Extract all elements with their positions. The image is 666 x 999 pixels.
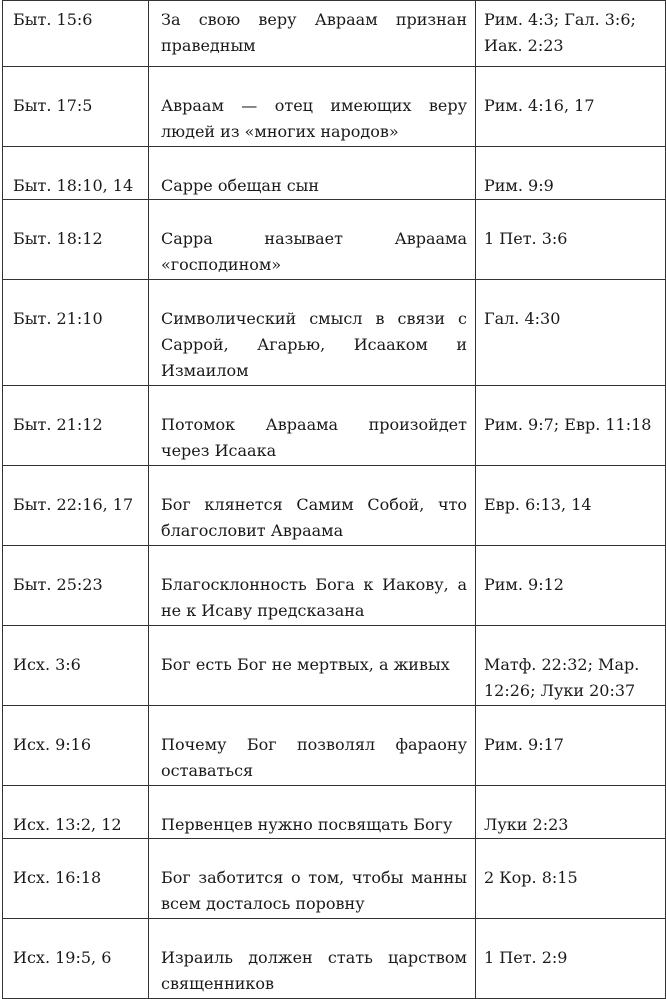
- description: Бог есть Бог не мертвых, а живых: [149, 626, 476, 706]
- ot-reference: Исх. 3:6: [3, 626, 149, 706]
- nt-reference: 1 Пет. 3:6: [476, 200, 666, 280]
- table-row: [3, 706, 666, 786]
- table-row: [3, 626, 666, 706]
- table-row: [3, 466, 666, 546]
- description: Сарра называет Авраама «господином»: [149, 200, 476, 280]
- ot-reference: Быт. 15:6: [3, 1, 149, 67]
- table-row: [3, 919, 666, 999]
- ot-reference: Быт. 18:12: [3, 200, 149, 280]
- ot-reference: Быт. 25:23: [3, 546, 149, 626]
- description: Бог заботится о том, чтобы манны всем досталось поровну: [149, 839, 476, 919]
- nt-reference: Луки 2:23: [476, 786, 666, 839]
- table-row: [3, 280, 666, 386]
- ot-reference: Быт. 17:5: [3, 67, 149, 147]
- ot-reference: Исх. 9:16: [3, 706, 149, 786]
- ot-reference: Быт. 21:12: [3, 386, 149, 466]
- nt-reference: Рим. 4:16, 17: [476, 67, 666, 147]
- table-row: [3, 200, 666, 280]
- description: Потомок Авраама произойдет через Исаака: [149, 386, 476, 466]
- table-row: [3, 386, 666, 466]
- nt-reference: Рим. 9:9: [476, 147, 666, 200]
- ot-reference: Исх. 19:5, 6: [3, 919, 149, 999]
- reference-table: [2, 0, 666, 999]
- table-row: [3, 67, 666, 147]
- nt-reference: Евр. 6:13, 14: [476, 466, 666, 546]
- description: Первенцев нужно посвящать Богу: [149, 786, 476, 839]
- nt-reference: Рим. 9:7; Евр. 11:18: [476, 386, 666, 466]
- description: Сарре обещан сын: [149, 147, 476, 200]
- description: Израиль должен стать царством священников: [149, 919, 476, 999]
- nt-reference: Гал. 4:30: [476, 280, 666, 386]
- nt-reference: Рим. 9:12: [476, 546, 666, 626]
- nt-reference: 1 Пет. 2:9: [476, 919, 666, 999]
- nt-reference: 2 Кор. 8:15: [476, 839, 666, 919]
- table-row: [3, 147, 666, 200]
- table-row: [3, 546, 666, 626]
- description: Почему Бог позволял фараону оставаться: [149, 706, 476, 786]
- ot-reference: Исх. 13:2, 12: [3, 786, 149, 839]
- nt-reference: Матф. 22:32; Мар. 12:26; Луки 20:37: [476, 626, 666, 706]
- ot-reference: Исх. 16:18: [3, 839, 149, 919]
- ot-reference: Быт. 21:10: [3, 280, 149, 386]
- ot-reference: Быт. 18:10, 14: [3, 147, 149, 200]
- table-row: [3, 1, 666, 67]
- description: За свою веру Авраам признан праведным: [149, 1, 476, 67]
- table-row: [3, 839, 666, 919]
- description: Благосклонность Бога к Иакову, а не к Исаву предсказана: [149, 546, 476, 626]
- table-row: [3, 786, 666, 839]
- description: Символический смысл в связи с Саррой, Агарью, Исааком и Измаилом: [149, 280, 476, 386]
- nt-reference: Рим. 9:17: [476, 706, 666, 786]
- nt-reference: Рим. 4:3; Гал. 3:6; Иак. 2:23: [476, 1, 666, 67]
- description: Бог клянется Самим Собой, что благословит Авраама: [149, 466, 476, 546]
- ot-reference: Быт. 22:16, 17: [3, 466, 149, 546]
- description: Авраам — отец имеющих веру людей из «многих народов»: [149, 67, 476, 147]
